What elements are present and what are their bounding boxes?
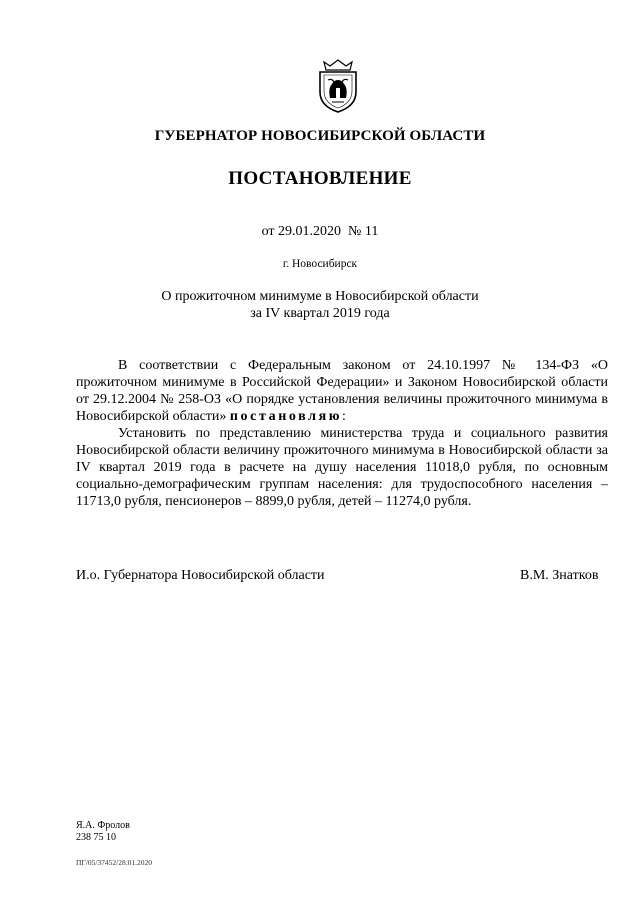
document-body	[76, 357, 608, 510]
footer-registration-code: ПГ/05/37452/28.01.2020	[76, 858, 153, 867]
signature-position: И.о. Губернатора Новосибирской области	[76, 568, 325, 583]
coat-of-arms-icon	[316, 58, 360, 114]
decree-word: постановляю	[229, 409, 343, 424]
city-name: г. Новосибирск	[282, 258, 358, 270]
executor-phone: 238 75 10	[76, 832, 116, 843]
organization-title: ГУБЕРНАТОР НОВОСИБИРСКОЙ ОБЛАСТИ	[154, 128, 486, 144]
paragraph-1-end: :	[342, 409, 346, 424]
date-number: от 29.01.2020 № 11	[261, 224, 379, 239]
paragraph-1	[76, 357, 608, 425]
subject-line-1: О прожиточном минимуме в Новосибирской области	[161, 289, 479, 304]
paragraph-1-text: В соответствии с Федеральным законом от 24.10.1997 № 134-ФЗ «О прожиточном минимуме в Российской Федерации» и Законом Новосибирской области от 29.12.2004 № 258-ОЗ «О порядке установления величины прожиточного минимума в Новосибирской области»	[76, 358, 608, 424]
document-type-title: ПОСТАНОВЛЕНИЕ	[228, 168, 412, 189]
subject-line-2: за IV квартал 2019 года	[250, 306, 390, 321]
signature-name: В.М. Знатков	[520, 568, 599, 583]
document-subject	[0, 288, 640, 322]
executor-block	[76, 820, 130, 844]
paragraph-2: Установить по представлению министерства труда и социального развития Новосибирской области величину прожиточного минимума в Новосибирской области за IV квартал 2019 года в расчете на душу населения 11018,0 рубля, по основным социально-демографическим группам населения: для трудоспособного населения – 11713,0 рубля, пенсионеров – 8899,0 рубля, детей – 11274,0 рубля.	[76, 426, 608, 509]
executor-name: Я.А. Фролов	[76, 820, 130, 831]
